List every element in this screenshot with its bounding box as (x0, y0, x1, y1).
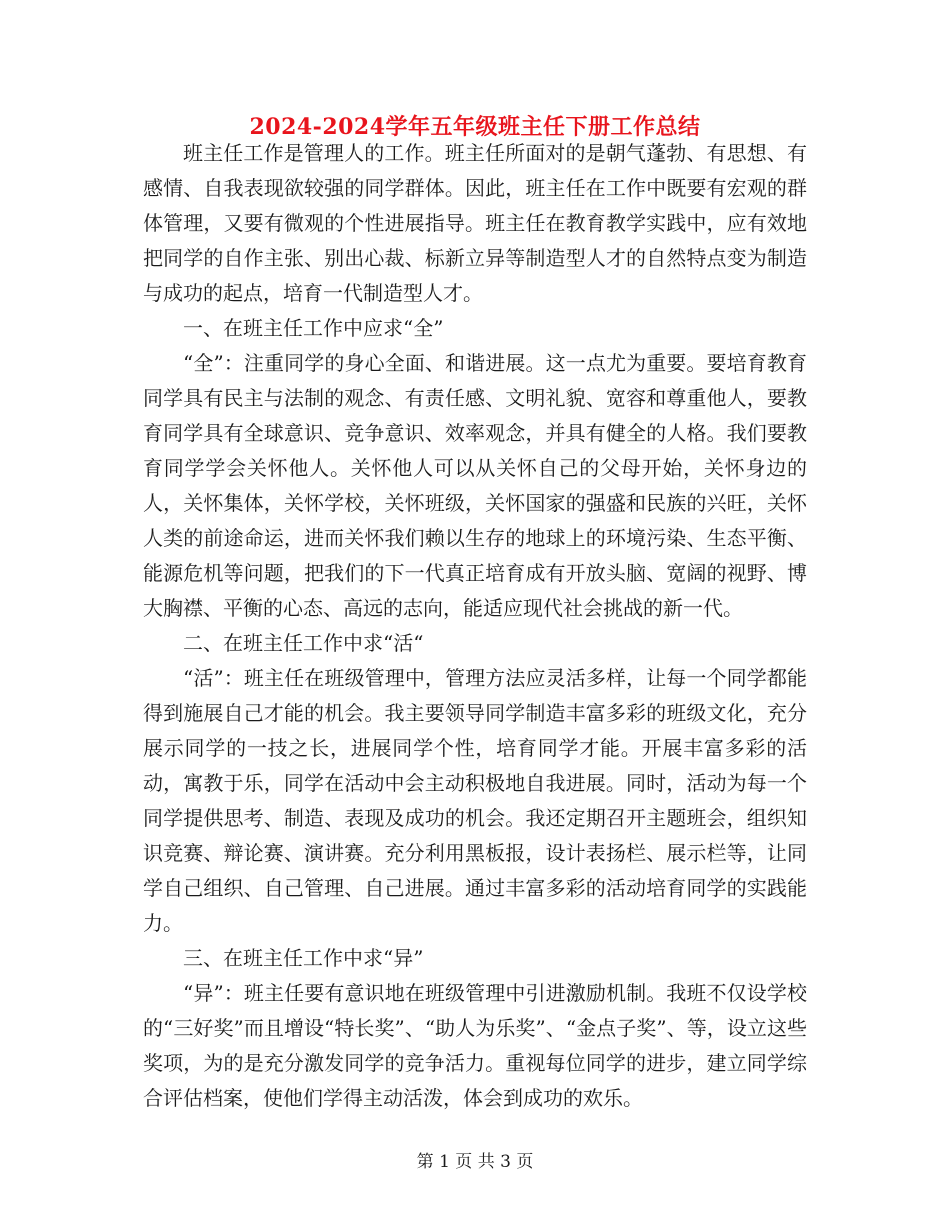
section-heading-2: 二、在班主任工作中求“活“ (183, 631, 424, 655)
paragraph-intro: 班主任工作是管理人的工作。班主任所面对的是朝气蓬勃、有思想、有感情、自我表现欲较强的同学群体。因此，班主任在工作中既要有宏观的群体管理，又要有微观的个性进展指导。班主任在教育教学实践中，应有效地把同学的自作主张、别出心裁、标新立异等制造型人才的自然特点变为制造与成功的起点，培育一代制造型人才。 (143, 141, 807, 305)
document-title: 2024-2024学年五年级班主任下册工作总结 (249, 114, 701, 140)
section-heading-1: 一、在班主任工作中应求“全” (183, 316, 444, 340)
paragraph-section-2: “活”：班主任在班级管理中，管理方法应灵活多样，让每一个同学都能得到施展自己才能的机会。我主要领导同学制造丰富多彩的班级文化，充分展示同学的一技之长，进展同学个性，培育同学才能。开展丰富多彩的活动，寓教于乐，同学在活动中会主动积极地自我进展。同时，活动为每一个同学提供思考、制造、表现及成功的机会。我还定期召开主题班会，组织知识竞赛、辩论赛、演讲赛。充分利用黑板报，设计表扬栏、展示栏等，让同学自己组织、自己管理、自己进展。通过丰富多彩的活动培育同学的实践能力。 (143, 666, 807, 935)
section-heading-3: 三、在班主任工作中求“异” (183, 946, 424, 970)
page-number-footer: 第 1 页 共 3 页 (416, 1152, 534, 1172)
document-body (143, 136, 807, 1116)
paragraph-section-1: “全”：注重同学的身心全面、和谐进展。这一点尤为重要。要培育教育同学具有民主与法制的观念、有责任感、文明礼貌、宽容和尊重他人，要教育同学具有全球意识、竞争意识、效率观念，并具有健全的人格。我们要教育同学学会关怀他人。关怀他人可以从关怀自己的父母开始，关怀身边的人，关怀集体，关怀学校，关怀班级，关怀国家的强盛和民族的兴旺，关怀人类的前途命运，进而关怀我们赖以生存的地球上的环境污染、生态平衡、能源危机等问题，把我们的下一代真正培育成有开放头脑、宽阔的视野、博大胸襟、平衡的心态、高远的志向，能适应现代社会挑战的新一代。 (143, 351, 807, 620)
paragraph-section-3: “异”：班主任要有意识地在班级管理中引进激励机制。我班不仅设学校的“三好奖”而且增设“特长奖”、“助人为乐奖”、“金点子奖”、等，设立这些奖项，为的是充分激发同学的竞争活力。重视每位同学的进步，建立同学综合评估档案，使他们学得主动活泼，体会到成功的欢乐。 (143, 981, 807, 1110)
